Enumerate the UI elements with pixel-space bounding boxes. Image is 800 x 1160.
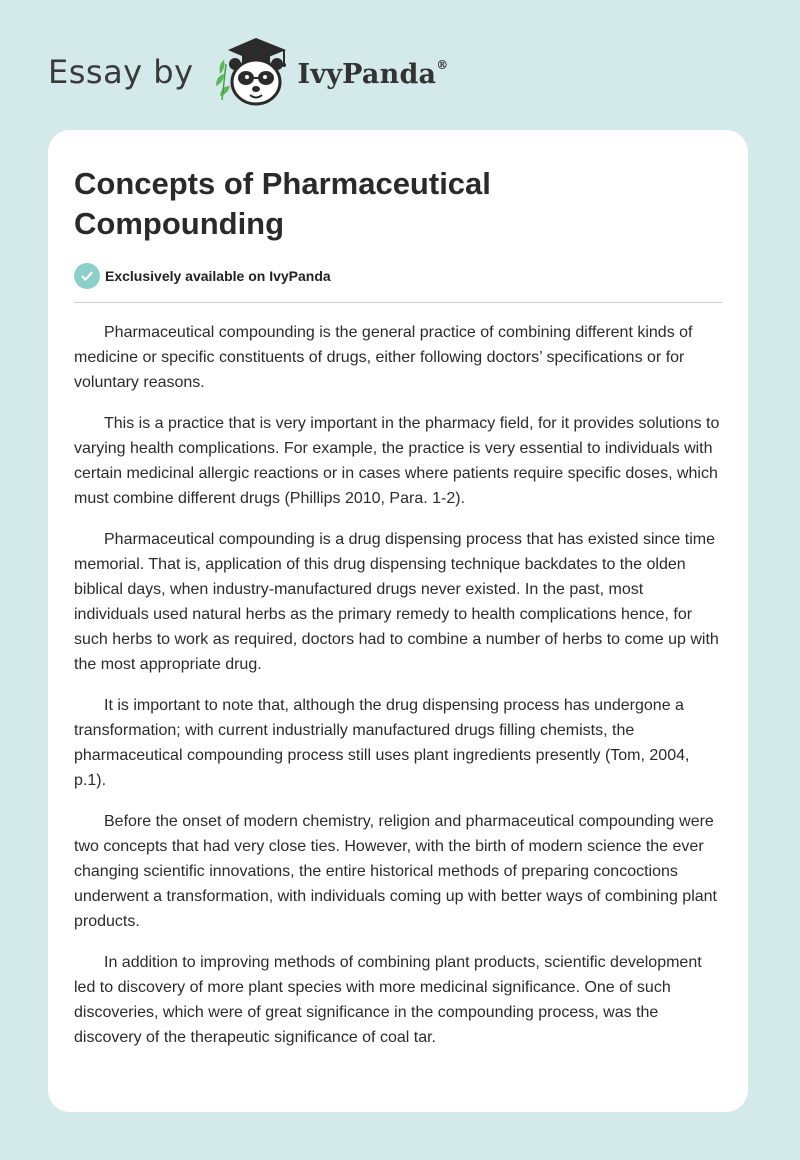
site-header [48,34,508,110]
paragraph: Pharmaceutical compounding is a drug dispensing process that has existed since time memorial. That is, application of this drug dispensing technique backdates to the olden biblical days, when industry-manufactured drugs never existed. In the past, most individuals used natural herbs as the primary remedy to health complications hence, for such herbs to work as required, doctors had to combine a number of herbs to come up with the most appropriate drug. [74,531,719,673]
panda-logo-icon[interactable] [206,34,292,110]
brand-name[interactable] [298,59,449,90]
registered-mark: ® [436,57,449,72]
badge-label: Exclusively available on IvyPanda [105,268,331,284]
exclusive-badge [74,263,331,289]
essay-card [48,130,748,1112]
paragraph: Before the onset of modern chemistry, religion and pharmaceutical compounding were two concepts that had very close ties. However, with the birth of modern science the ever changing scientific innovations, the entire historical methods of preparing concoctions underwent a transformation, with individuals coming up with better ways of combining plant products. [74,813,717,930]
paragraph: It is important to note that, although the drug dispensing process has undergone a transformation; with current industrially manufactured drugs filling chemists, the pharmaceutical compounding process still uses plant ingredients presently (Tom, 2004, p.1). [74,697,690,789]
page-title: Concepts of Pharmaceutical Compounding [74,166,491,241]
check-icon [74,263,100,289]
paragraph: In addition to improving methods of combining plant products, scientific development led to discovery of more plant species with more medicinal significance. One of such discoveries, which were of great significance in the compounding process, was the discovery of the therapeutic significance of coal tar. [74,954,702,1046]
essay-body [74,320,722,1066]
divider [74,302,722,303]
paragraph: Pharmaceutical compounding is the general practice of combining different kinds of medicine or specific constituents of drugs, either following doctors’ specifications or for voluntary reasons. [74,324,693,391]
essay-by-label: Essay by [48,53,194,91]
brand-text: IvyPanda [297,58,437,90]
paragraph: This is a practice that is very important in the pharmacy field, for it provides solutions to varying health complications. For example, the practice is very essential to individuals with certain medicinal allergic reactions or in cases where patients require specific doses, which must combine different drugs (Phillips 2010, Para. 1-2). [74,415,720,507]
